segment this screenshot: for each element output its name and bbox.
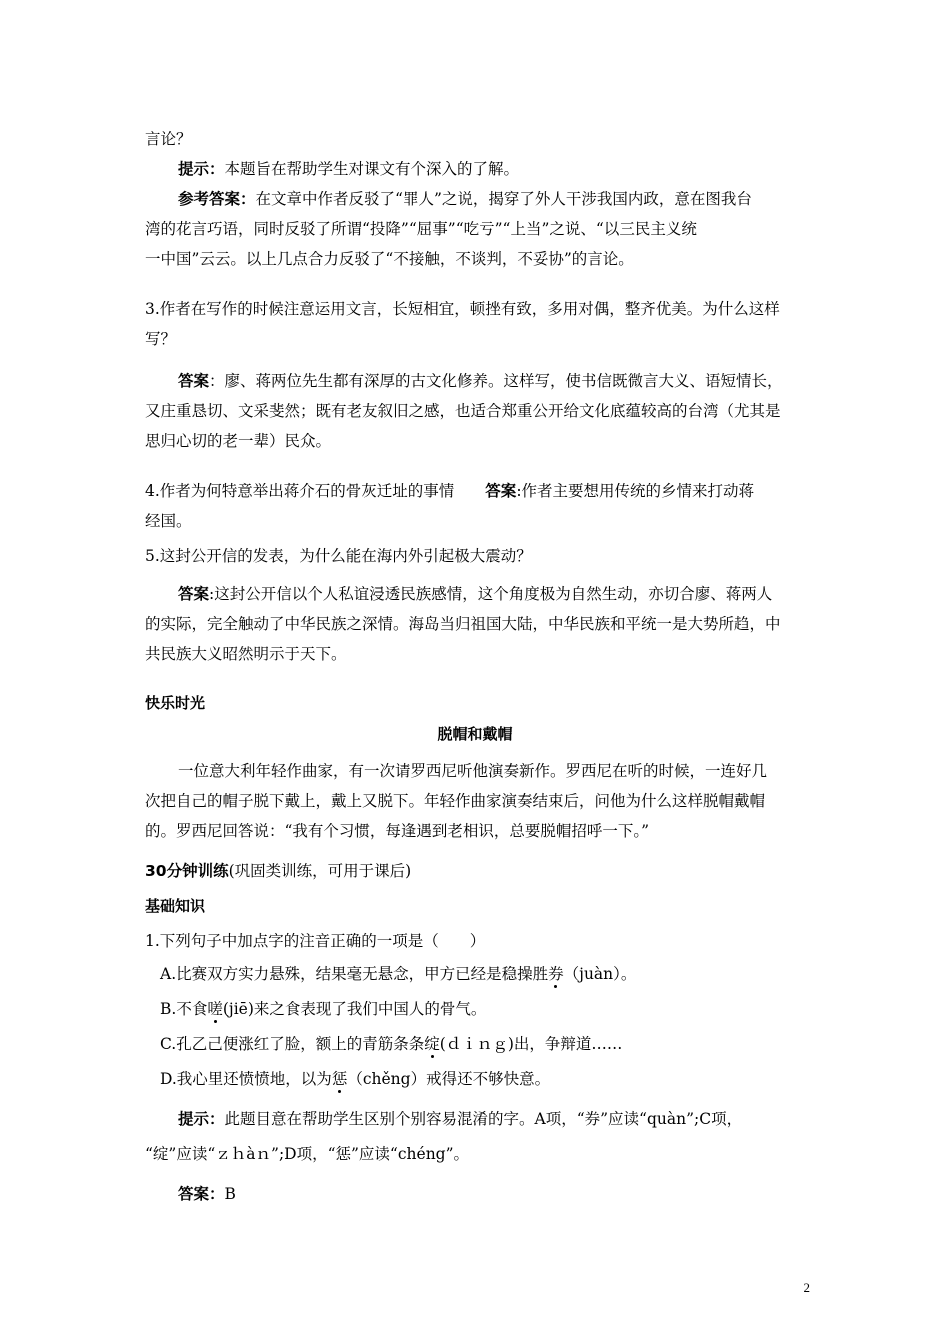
text-run: （juàn）。	[563, 965, 637, 983]
text-line	[178, 1108, 818, 1130]
page-number: 2	[803, 1280, 810, 1295]
text-run: 脱帽和戴帽	[437, 725, 513, 743]
text-line	[145, 692, 815, 714]
text-line	[145, 298, 815, 320]
text-line	[178, 760, 818, 782]
text-run: 言论？	[145, 130, 192, 148]
text-line	[160, 1033, 815, 1055]
text-run: 此题目意在帮助学生区别个别容易混淆的字。A项，“券”应读“quàn”;C项，	[224, 1110, 743, 1128]
text-run: 的。罗西尼回答说：“我有个习惯，每逢遇到老相识，总要脱帽招呼一下。”	[145, 822, 650, 840]
text-run: 1.下列句子中加点字的注音正确的一项是（ ）	[145, 932, 486, 950]
text-run: 经国。	[145, 512, 192, 530]
text-run: 基础知识	[145, 897, 206, 915]
text-run: 的实际，完全触动了中华民族之深情。海岛当归祖国大陆，中华民族和平统一是大势所趋，中	[145, 615, 781, 633]
text-line	[160, 1068, 815, 1090]
dotted-char: 惩	[331, 1070, 348, 1088]
text-run: 次把自己的帽子脱下戴上，戴上又脱下。年轻作曲家演奏结束后，问他为什么这样脱帽戴帽	[145, 792, 766, 810]
text-run: （chěng）戒得还不够快意。	[347, 1070, 551, 1088]
text-run: 5.这封公开信的发表，为什么能在海内外引起极大震动？	[145, 547, 532, 565]
text-run: B	[224, 1185, 236, 1203]
text-line	[145, 895, 815, 917]
text-run: (巩固类训练，可用于课后)	[228, 862, 412, 880]
bold-label: 答案	[178, 372, 210, 390]
text-line	[145, 860, 815, 882]
text-run: 3.作者在写作的时候注意运用文言，长短相宜，顿挫有致，多用对偶，整齐优美。为什么这样	[145, 300, 780, 318]
text-line	[145, 1143, 815, 1165]
text-run: 一中国”云云。以上几点合力反驳了“不接触，不谈判，不妥协”的言论。	[145, 250, 634, 268]
bold-label: 参考答案：	[178, 190, 256, 208]
bold-label: 提示：	[178, 160, 225, 178]
text-line	[145, 930, 815, 952]
text-run: (ｄｉｎｇ)出，争辩道……	[439, 1035, 623, 1053]
text-run: 共民族大义昭然明示于天下。	[145, 645, 347, 663]
text-line	[145, 400, 815, 422]
text-line	[145, 248, 815, 270]
text-line	[145, 510, 815, 532]
text-line	[178, 370, 818, 392]
bold-label: 答案：	[178, 1185, 225, 1203]
bold-label: 提示：	[178, 1110, 225, 1128]
text-line	[145, 723, 805, 745]
text-run: 思归心切的老一辈）民众。	[145, 432, 332, 450]
text-line	[160, 998, 815, 1020]
text-run: 又庄重恳切、文采斐然；既有老友叙旧之感，也适合郑重公开给文化底蕴较高的台湾（尤其是	[145, 402, 781, 420]
text-line	[178, 1183, 818, 1205]
bold-label: 30分钟训练	[145, 862, 229, 880]
text-run: 4.作者为何特意举出蒋介石的骨灰迁址的事情	[145, 482, 486, 500]
text-line	[145, 480, 815, 502]
text-line	[178, 188, 818, 210]
text-line	[145, 545, 815, 567]
text-line	[178, 158, 818, 180]
text-run: 在文章中作者反驳了“罪人”之说，揭穿了外人干涉我国内政，意在图我台	[255, 190, 752, 208]
text-line	[145, 613, 815, 635]
text-line	[145, 820, 815, 842]
text-run: 本题旨在帮助学生对课文有个深入的了解。	[224, 160, 520, 178]
text-line	[145, 328, 815, 350]
text-run: 湾的花言巧语，同时反驳了所谓“投降”“屈事”“吃亏”“上当”之说、“以三民主义统	[145, 220, 697, 238]
text-run: C.孔乙己便涨红了脸，额上的青筋条条	[160, 1035, 425, 1053]
text-line	[145, 790, 815, 812]
bold-label: 答案	[485, 482, 517, 500]
text-run: :作者主要想用传统的乡情来打动蒋	[516, 482, 755, 500]
text-line	[145, 218, 815, 240]
text-line	[145, 430, 815, 452]
text-run: B.不食	[160, 1000, 208, 1018]
bold-label: 答案	[178, 585, 210, 603]
text-run: A.比赛双方实力悬殊，结果毫无悬念，甲方已经是稳操胜	[160, 965, 549, 983]
text-run: 写？	[145, 330, 177, 348]
text-run: 快乐时光	[145, 694, 206, 712]
text-line	[160, 963, 815, 985]
text-run: D.我心里还愤愤地，以为	[160, 1070, 332, 1088]
dotted-char: 券	[548, 965, 564, 983]
dotted-char: 绽	[424, 1035, 440, 1053]
text-line	[145, 128, 815, 150]
text-run: “绽”应读“ｚｈàｎ”;D项，“惩”应读“chéng”。	[145, 1145, 470, 1163]
dotted-char: 嗟	[207, 1000, 223, 1018]
text-run: :这封公开信以个人私谊浸透民族感情，这个角度极为自然生动，亦切合廖、蒋两人	[209, 585, 773, 603]
text-line	[178, 583, 818, 605]
text-run: 一位意大利年轻作曲家，有一次请罗西尼听他演奏新作。罗西尼在听的时候，一连好几	[178, 762, 768, 780]
text-run: ：廖、蒋两位先生都有深厚的古文化修养。这样写，使书信既微言大义、语短情长，	[209, 372, 783, 390]
text-line	[145, 643, 815, 665]
text-run: (jiē)来之食表现了我们中国人的骨气。	[222, 1000, 487, 1018]
